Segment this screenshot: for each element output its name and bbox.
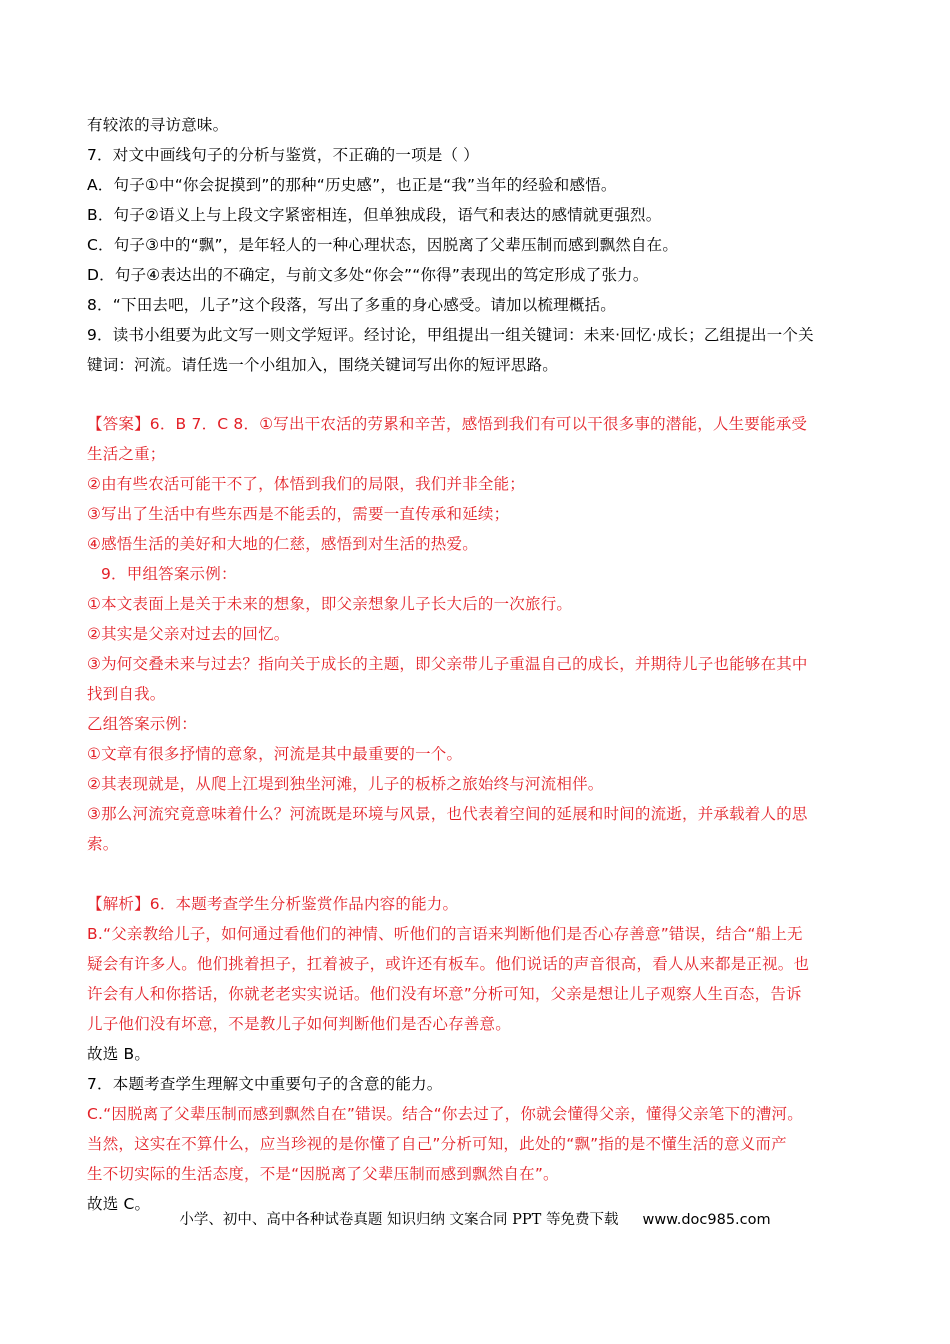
analysis-q7-line-3: 生不切实际的生活态度，不是“因脱离了父辈压制而感到飘然自在”。 [87, 1165, 559, 1183]
question-7-option-d: D．句子④表达出的不确定，与前文多处“你会”“你得”表现出的笃定形成了张力。 [87, 266, 649, 284]
analysis-q6-line-1: B.“父亲教给儿子，如何通过看他们的神情、听他们的言语来判断他们是否心存善意”错误，结合“船上无 [87, 925, 803, 943]
page-content [87, 110, 867, 1219]
footer-url-link[interactable]: www.doc985.com [642, 1212, 771, 1228]
question-9-line-1: 9．读书小组要为此文写一则文学短评。经讨论，甲组提出一组关键词：未来·回忆·成长；乙组提出一个关 [87, 326, 814, 344]
analysis-q7-choice: 故选 C。 [87, 1195, 151, 1213]
group-a-line-4: 找到自我。 [87, 685, 166, 703]
group-b-line-3: ③那么河流究竟意味着什么？河流既是环境与风景，也代表着空间的延展和时间的流逝，并承载着人的思 [87, 805, 808, 823]
analysis-q6-line-2: 疑会有许多人。他们挑着担子，扛着被子，或许还有板车。他们说话的声音很高，看人从来都是正视。也 [87, 955, 810, 973]
group-b-line-4: 索。 [87, 835, 119, 853]
answer-line-5: ④感悟生活的美好和大地的仁慈，感悟到对生活的热爱。 [87, 535, 478, 553]
analysis-q6-heading: 【解析】6．本题考查学生分析鉴赏作品内容的能力。 [87, 895, 459, 913]
answer-line-4: ③写出了生活中有些东西是不能丢的，需要一直传承和延续； [87, 505, 510, 523]
group-a-line-3: ③为何交叠未来与过去？指向关于成长的主题，即父亲带儿子重温自己的成长，并期待儿子也能够在其中 [87, 655, 808, 673]
question-8: 8．“下田去吧，儿子”这个段落，写出了多重的身心感受。请加以梳理概括。 [87, 296, 616, 314]
group-a-line-1: ①本文表面上是关于未来的想象，即父亲想象儿子长大后的一次旅行。 [87, 595, 573, 613]
answer-line-3: ②由有些农活可能干不了，体悟到我们的局限，我们并非全能； [87, 475, 525, 493]
question-7-option-a: A．句子①中“你会捉摸到”的那种“历史感”，也正是“我”当年的经验和感悟。 [87, 176, 617, 194]
group-b-heading: 乙组答案示例： [87, 715, 197, 733]
group-b-line-1: ①文章有很多抒情的意象，河流是其中最重要的一个。 [87, 745, 463, 763]
question-7-option-b: B．句子②语义上与上段文字紧密相连，但单独成段，语气和表达的感情就更强烈。 [87, 206, 662, 224]
analysis-q6-line-3: 许会有人和你搭话，你就老老实实说话。他们没有坏意”分析可知，父亲是想让儿子观察人生百态，告诉 [87, 985, 802, 1003]
answer-line-1: 【答案】6．B 7．C 8．①写出干农活的劳累和辛苦，感悟到我们有可以干很多事的潜能，人生要能承受 [87, 415, 808, 433]
analysis-q7-heading: 7．本题考查学生理解文中重要句子的含意的能力。 [87, 1075, 443, 1093]
analysis-q6-line-4: 儿子他们没有坏意，不是教儿子如何判断他们是否心存善意。 [87, 1015, 511, 1033]
group-b-line-2: ②其表现就是，从爬上江堤到独坐河滩，儿子的板桥之旅始终与河流相伴。 [87, 775, 604, 793]
footer-text: 小学、初中、高中各种试卷真题 知识归纳 文案合同 PPT 等免费下载 [179, 1212, 619, 1228]
page-footer [0, 1208, 950, 1232]
answer-q9-heading: 9．甲组答案示例： [101, 565, 237, 583]
question-7-option-c: C．句子③中的“飘”，是年轻人的一种心理状态，因脱离了父辈压制而感到飘然自在。 [87, 236, 679, 254]
analysis-q7-line-2: 当然，这实在不算什么，应当珍视的是你懂了自己”分析可知，此处的“飘”指的是不懂生活的意义而产 [87, 1135, 787, 1153]
passage-tail: 有较浓的寻访意味。 [87, 116, 229, 134]
question-7-stem: 7．对文中画线句子的分析与鉴赏，不正确的一项是（ ） [87, 146, 479, 164]
question-9-line-2: 键词：河流。请任选一个小组加入，围绕关键词写出你的短评思路。 [87, 356, 559, 374]
answer-line-2: 生活之重； [87, 445, 166, 463]
analysis-q6-choice: 故选 B。 [87, 1045, 151, 1063]
analysis-q7-line-1: C.“因脱离了父辈压制而感到飘然自在”错误。结合“你去过了，你就会懂得父亲，懂得父亲笔下的漕河。 [87, 1105, 803, 1123]
group-a-line-2: ②其实是父亲对过去的回忆。 [87, 625, 290, 643]
